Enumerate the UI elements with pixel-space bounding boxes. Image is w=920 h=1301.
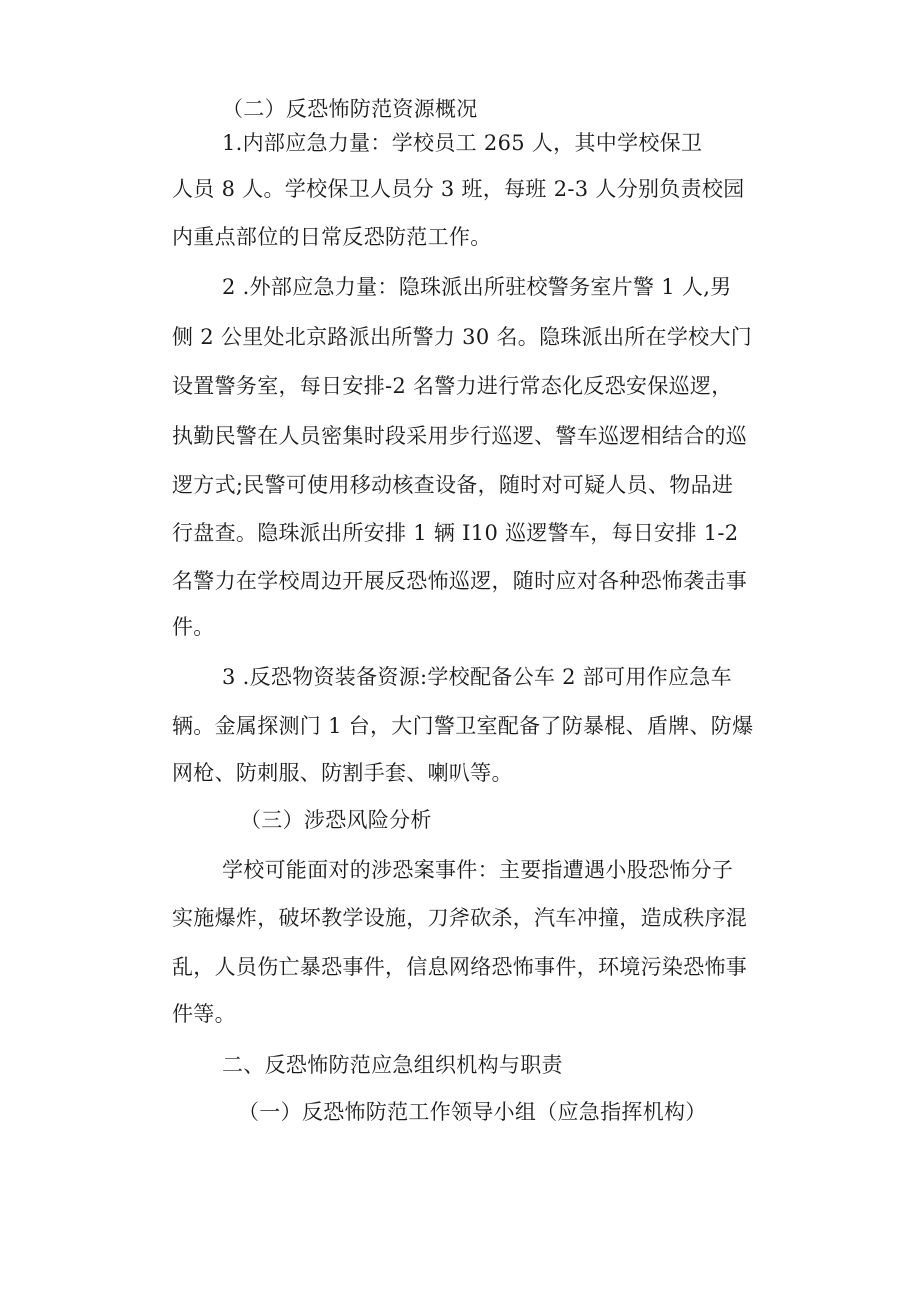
heading-risk: （三）涉恐风险分析 bbox=[240, 808, 432, 832]
para-equipment-line-2: 辆。金属探测门 1 台，大门警卫室配备了防暴棍、盾牌、防爆 bbox=[172, 714, 754, 738]
para-internal-line-1: 1.内部应急力量：学校员工 265 人，其中学校保卫 bbox=[222, 131, 703, 155]
para-equipment-line-1: 3 .反恐物资装备资源:学校配备公车 2 部可用作应急车 bbox=[222, 665, 732, 689]
para-external-line-2: 侧 2 公里处北京路派出所警力 30 名。隐珠派出所在学校大门 bbox=[172, 325, 753, 349]
para-risk-line-1: 学校可能面对的涉恐案事件：主要指遭遇小股恐怖分子 bbox=[222, 858, 734, 882]
para-risk-line-2: 实施爆炸，破坏教学设施，刀斧砍杀，汽车冲撞，造成秩序混 bbox=[172, 906, 748, 930]
para-external-line-6: 行盘查。隐珠派出所安排 1 辆 I10 巡逻警车，每日安排 1-2 bbox=[172, 521, 739, 545]
para-risk-line-4: 件等。 bbox=[172, 1002, 236, 1026]
para-equipment-line-3: 网枪、防刺服、防割手套、喇叭等。 bbox=[172, 761, 513, 785]
para-internal-line-2: 人员 8 人。学校保卫人员分 3 班，每班 2-3 人分别负责校园 bbox=[172, 177, 745, 201]
heading-section-2: 二、反恐怖防范应急组织机构与职责 bbox=[222, 1053, 563, 1077]
para-risk-line-3: 乱，人员伤亡暴恐事件，信息网络恐怖事件，环境污染恐怖事 bbox=[172, 955, 748, 979]
para-external-line-4: 执勤民警在人员密集时段采用步行巡逻、警车巡逻相结合的巡 bbox=[172, 424, 748, 448]
para-external-line-7: 名警力在学校周边开展反恐怖巡逻，随时应对各种恐怖袭击事 bbox=[172, 569, 748, 593]
para-external-line-3: 设置警务室，每日安排-2 名警力进行常态化反恐安保巡逻， bbox=[172, 374, 733, 398]
para-internal-line-3: 内重点部位的日常反恐防范工作。 bbox=[172, 225, 492, 249]
para-external-line-8: 件。 bbox=[172, 615, 215, 639]
heading-resources: （二）反恐怖防范资源概况 bbox=[222, 97, 478, 121]
heading-leadership-group: （一）反恐怖防范工作领导小组（应急指挥机构） bbox=[238, 1100, 707, 1124]
para-external-line-1: 2 .外部应急力量：隐珠派出所驻校警务室片警 1 人,男 bbox=[222, 275, 732, 299]
para-external-line-5: 逻方式;民警可使用移动核查设备，随时对可疑人员、物品进 bbox=[172, 473, 734, 497]
